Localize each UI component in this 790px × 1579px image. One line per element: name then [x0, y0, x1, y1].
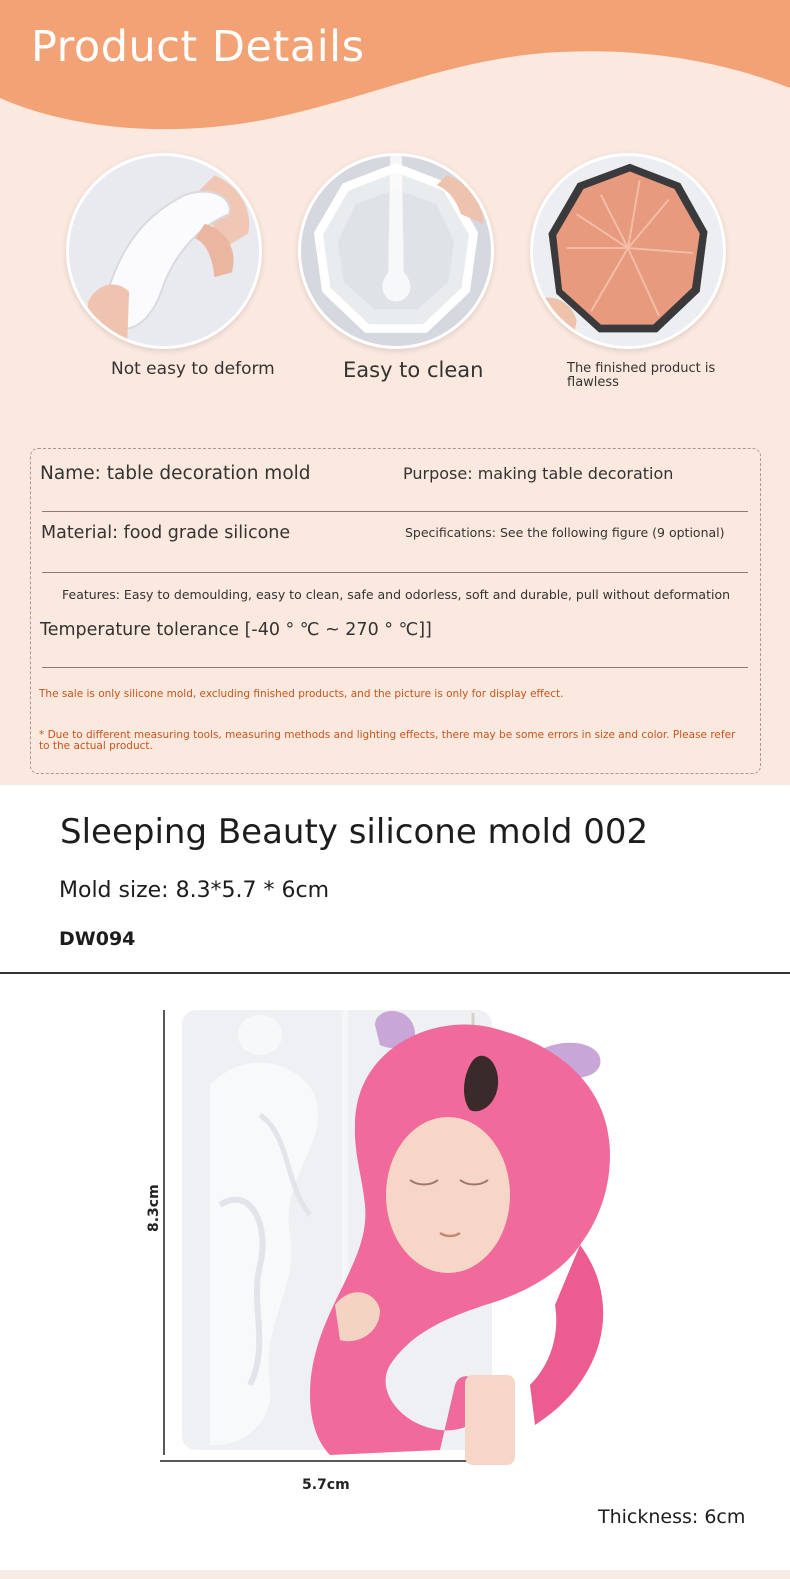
spec-divider	[42, 511, 748, 512]
spec-name: Name: table decoration mold	[40, 463, 311, 484]
spec-temperature: Temperature tolerance [-40 ° ℃ ~ 270 ° ℃]]	[40, 620, 432, 640]
feature-finished-product-flawless	[530, 153, 726, 349]
feature-label-finished-product-flawless: The finished product is flawless	[567, 361, 716, 390]
silicone-bend-icon	[66, 153, 262, 349]
width-dimension-label: 5.7cm	[302, 1477, 350, 1493]
spec-divider	[42, 667, 748, 668]
feature-easy-to-clean	[298, 153, 494, 349]
note-display-only: The sale is only silicone mold, excluding finished products, and the picture is only for display effect.	[39, 688, 564, 700]
specifications-panel	[30, 448, 761, 774]
feature-label-not-easy-to-deform: Not easy to deform	[111, 359, 275, 379]
spec-features: Features: Easy to demoulding, easy to clean, safe and odorless, soft and durable, pull without deformation	[62, 587, 731, 602]
feature-not-easy-to-deform	[66, 153, 262, 349]
water-wash-icon	[298, 153, 494, 349]
spec-material: Material: food grade silicone	[41, 523, 291, 543]
mold-size: Mold size: 8.3*5.7 * 6cm	[59, 878, 330, 903]
spec-specifications: Specifications: See the following figure (9 optional)	[405, 525, 725, 540]
product-details-section	[0, 0, 790, 785]
height-dimension-label: 8.3cm	[146, 1184, 162, 1232]
spec-divider	[42, 572, 748, 573]
spec-purpose: Purpose: making table decoration	[403, 464, 674, 483]
product-title: Sleeping Beauty silicone mold 002	[60, 812, 649, 852]
finished-coaster-icon	[530, 153, 726, 349]
product-sku: DW094	[59, 928, 136, 950]
section-divider	[0, 972, 790, 974]
sleeping-beauty-mold-image	[140, 1005, 660, 1495]
page-title: Product Details	[31, 22, 365, 72]
note-measurement-error: * Due to different measuring tools, measuring methods and lighting effects, there may be some errors in size and color. Please refer to the actual product.	[39, 729, 736, 752]
bottom-band	[0, 1570, 790, 1579]
thickness-label: Thickness: 6cm	[598, 1506, 746, 1528]
feature-label-easy-to-clean: Easy to clean	[343, 358, 484, 382]
